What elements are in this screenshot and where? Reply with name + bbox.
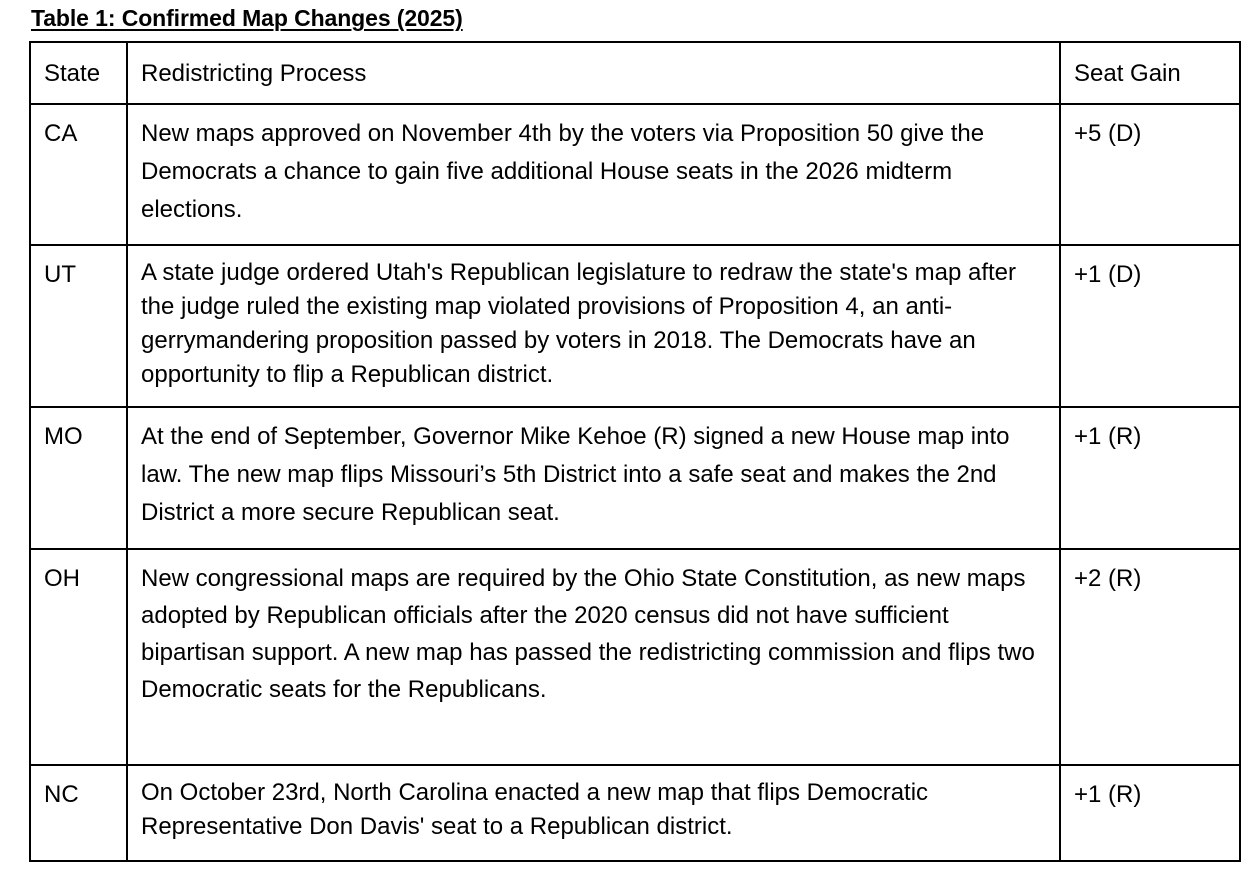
table-row bbox=[30, 549, 1240, 765]
process-cell: At the end of September, Governor Mike Kehoe (R) signed a new House map into law. The new map flips Missouri’s 5th District into a safe seat and makes the 2nd District a more secure Republican seat. bbox=[127, 407, 1060, 549]
process-cell: New congressional maps are required by the Ohio State Constitution, as new maps adopted by Republican officials after the 2020 census did not have sufficient bipartisan support. A new map has passed the redistricting commission and flips two Democratic seats for the Republicans. bbox=[127, 549, 1060, 765]
state-cell: MO bbox=[30, 407, 127, 549]
seat-gain-cell: +5 (D) bbox=[1060, 104, 1240, 245]
state-cell: OH bbox=[30, 549, 127, 765]
table-row bbox=[30, 765, 1240, 861]
header-state: State bbox=[30, 42, 127, 104]
process-cell: A state judge ordered Utah's Republican legislature to redraw the state's map after the judge ruled the existing map violated provisions of Proposition 4, an anti-gerrymandering proposition passed by voters in 2018. The Democrats have an opportunity to flip a Republican district. bbox=[127, 245, 1060, 407]
seat-gain-cell: +1 (R) bbox=[1060, 765, 1240, 861]
state-cell: NC bbox=[30, 765, 127, 861]
header-seat-gain: Seat Gain bbox=[1060, 42, 1240, 104]
state-cell: UT bbox=[30, 245, 127, 407]
map-changes-table bbox=[29, 41, 1241, 862]
table-row bbox=[30, 407, 1240, 549]
seat-gain-cell: +2 (R) bbox=[1060, 549, 1240, 765]
state-cell: CA bbox=[30, 104, 127, 245]
table-caption: Table 1: Confirmed Map Changes (2025) bbox=[31, 5, 463, 31]
seat-gain-cell: +1 (D) bbox=[1060, 245, 1240, 407]
seat-gain-cell: +1 (R) bbox=[1060, 407, 1240, 549]
header-redistricting-process: Redistricting Process bbox=[127, 42, 1060, 104]
table-header-row bbox=[30, 42, 1240, 104]
process-cell: On October 23rd, North Carolina enacted a new map that flips Democratic Representative Don Davis' seat to a Republican district. bbox=[127, 765, 1060, 861]
table-row bbox=[30, 245, 1240, 407]
table-row bbox=[30, 104, 1240, 245]
process-cell: New maps approved on November 4th by the voters via Proposition 50 give the Democrats a chance to gain five additional House seats in the 2026 midterm elections. bbox=[127, 104, 1060, 245]
